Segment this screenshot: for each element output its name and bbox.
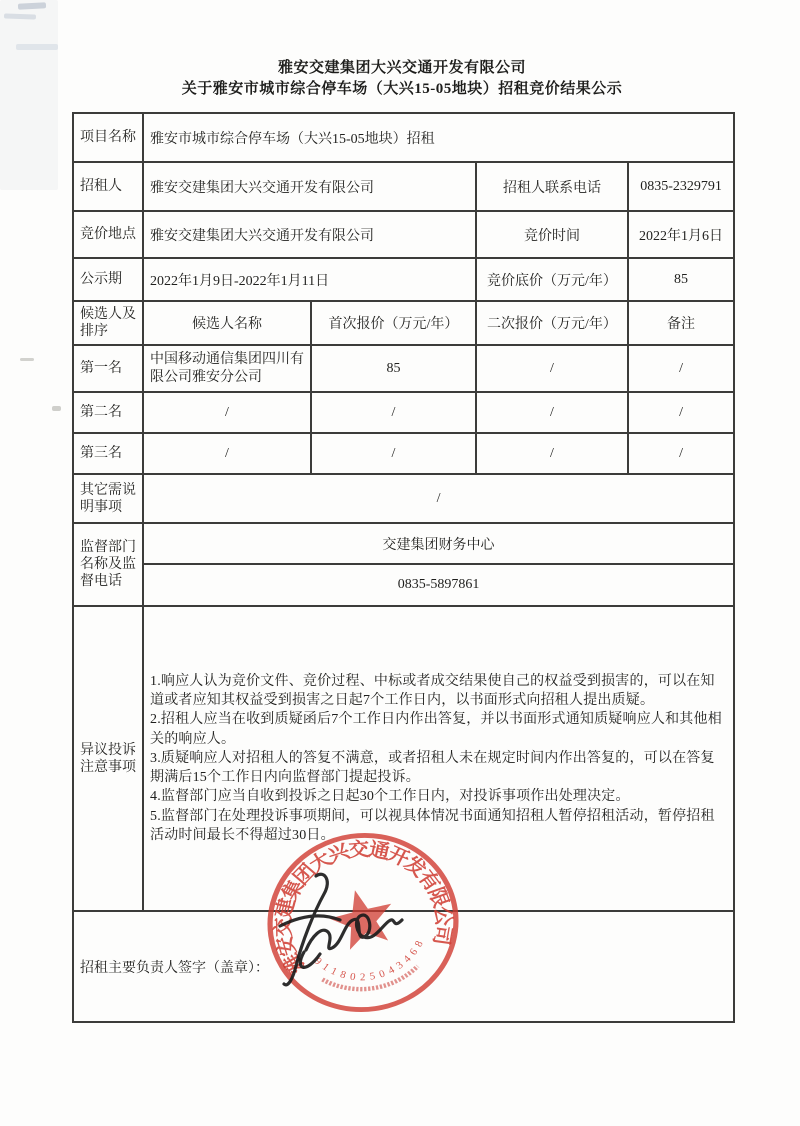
lessor-phone-value: 0835-2329791: [628, 162, 734, 211]
project-value: 雅安市城市综合停车场（大兴15-05地块）招租: [143, 113, 734, 162]
candidate-2-second-offer: /: [476, 392, 628, 433]
candidate-row-2: [73, 392, 734, 433]
floor-price-value: 85: [628, 258, 734, 301]
objection-item: 5.监督部门在处理投诉事项期间，可以视具体情况书面通知招租人暂停招租活动，暂停招租活动时间最长不得超过30日。: [150, 808, 715, 844]
objection-item: 2.招租人应当在收到质疑函后7个工作日内作出答复，并以书面形式通知质疑响应人和其他相关的响应人。: [150, 712, 722, 747]
row-other-notes: [73, 474, 734, 523]
row-project: [73, 113, 734, 162]
rank-2-label: 第二名: [73, 392, 143, 433]
row-candidate-header: [73, 301, 734, 345]
objection-item: 4.监督部门应当自收到投诉之日起30个工作日内，对投诉事项作出处理决定。: [150, 789, 630, 805]
document-title: [0, 58, 800, 100]
candidate-3-remark: /: [628, 433, 734, 474]
candidate-row-1: [73, 345, 734, 392]
title-line-2: 关于雅安市城市综合停车场（大兴15-05地块）招租竞价结果公示: [181, 81, 623, 97]
result-table: [72, 112, 735, 1023]
row-publicity: [73, 258, 734, 301]
candidate-1-name: 中国移动通信集团四川有限公司雅安分公司: [143, 345, 311, 392]
candidate-name-header: 候选人名称: [143, 301, 311, 345]
bid-time-value: 2022年1月6日: [628, 211, 734, 258]
candidate-row-3: [73, 433, 734, 474]
objection-body: [143, 606, 734, 911]
bid-time-label: 竞价时间: [476, 211, 628, 258]
supervision-phone: 0835-5897861: [143, 564, 734, 606]
lessor-phone-label: 招租人联系电话: [476, 162, 628, 211]
other-notes-label: 其它需说明事项: [73, 474, 143, 523]
candidate-1-second-offer: /: [476, 345, 628, 392]
objection-label: 异议投诉注意事项: [73, 606, 143, 911]
venue-label: 竞价地点: [73, 211, 143, 258]
signature-cell: [73, 911, 734, 1022]
seal-code-arc: 9118025043468: [311, 938, 427, 984]
title-line-1: 雅安交建集团大兴交通开发有限公司: [277, 60, 526, 76]
scan-artifact: [52, 406, 61, 411]
candidate-3-second-offer: /: [476, 433, 628, 474]
candidates-label: 候选人及排序: [73, 301, 143, 345]
objection-item: 3.质疑响应人对招租人的答复不满意，或者招租人未在规定时间内作出答复的，可以在答复期满后15个工作日内向监督部门提起投诉。: [150, 750, 715, 786]
row-supervision-dept: [73, 523, 734, 564]
seal-company-arc: 雅安交建集团大兴交通开发有限公司: [272, 838, 455, 977]
publicity-label: 公示期: [73, 258, 143, 301]
candidate-3-first-offer: /: [311, 433, 476, 474]
row-signature: [73, 911, 734, 1022]
row-supervision-phone: [73, 564, 734, 606]
candidate-2-name: /: [143, 392, 311, 433]
scan-artifact: [20, 358, 34, 361]
candidate-2-first-offer: /: [311, 392, 476, 433]
scan-artifact: [16, 44, 58, 50]
publicity-value: 2022年1月9日-2022年1月11日: [143, 258, 476, 301]
supervision-dept: 交建集团财务中心: [143, 523, 734, 564]
remark-header: 备注: [628, 301, 734, 345]
rank-3-label: 第三名: [73, 433, 143, 474]
supervision-label: 监督部门名称及监督电话: [73, 523, 143, 606]
candidate-2-remark: /: [628, 392, 734, 433]
candidate-1-first-offer: 85: [311, 345, 476, 392]
floor-price-label: 竞价底价（万元/年）: [476, 258, 628, 301]
row-lessor: [73, 162, 734, 211]
rank-1-label: 第一名: [73, 345, 143, 392]
project-label: 项目名称: [73, 113, 143, 162]
scan-artifact: [4, 13, 36, 19]
row-objection: [73, 606, 734, 911]
row-venue: [73, 211, 734, 258]
signature-label: 招租主要负责人签字（盖章）：: [80, 960, 269, 976]
lessor-label: 招租人: [73, 162, 143, 211]
venue-value: 雅安交建集团大兴交通开发有限公司: [143, 211, 476, 258]
candidate-3-name: /: [143, 433, 311, 474]
second-offer-header: 二次报价（万元/年）: [476, 301, 628, 345]
objection-item: 1.响应人认为竞价文件、竞价过程、中标或者成交结果使自己的权益受到损害的，可以在知道或者应知其权益受到损害之日起7个工作日内，以书面形式向招租人提出质疑。: [150, 673, 715, 708]
first-offer-header: 首次报价（万元/年）: [311, 301, 476, 345]
lessor-value: 雅安交建集团大兴交通开发有限公司: [143, 162, 476, 211]
other-notes-value: /: [143, 474, 734, 523]
candidate-1-remark: /: [628, 345, 734, 392]
